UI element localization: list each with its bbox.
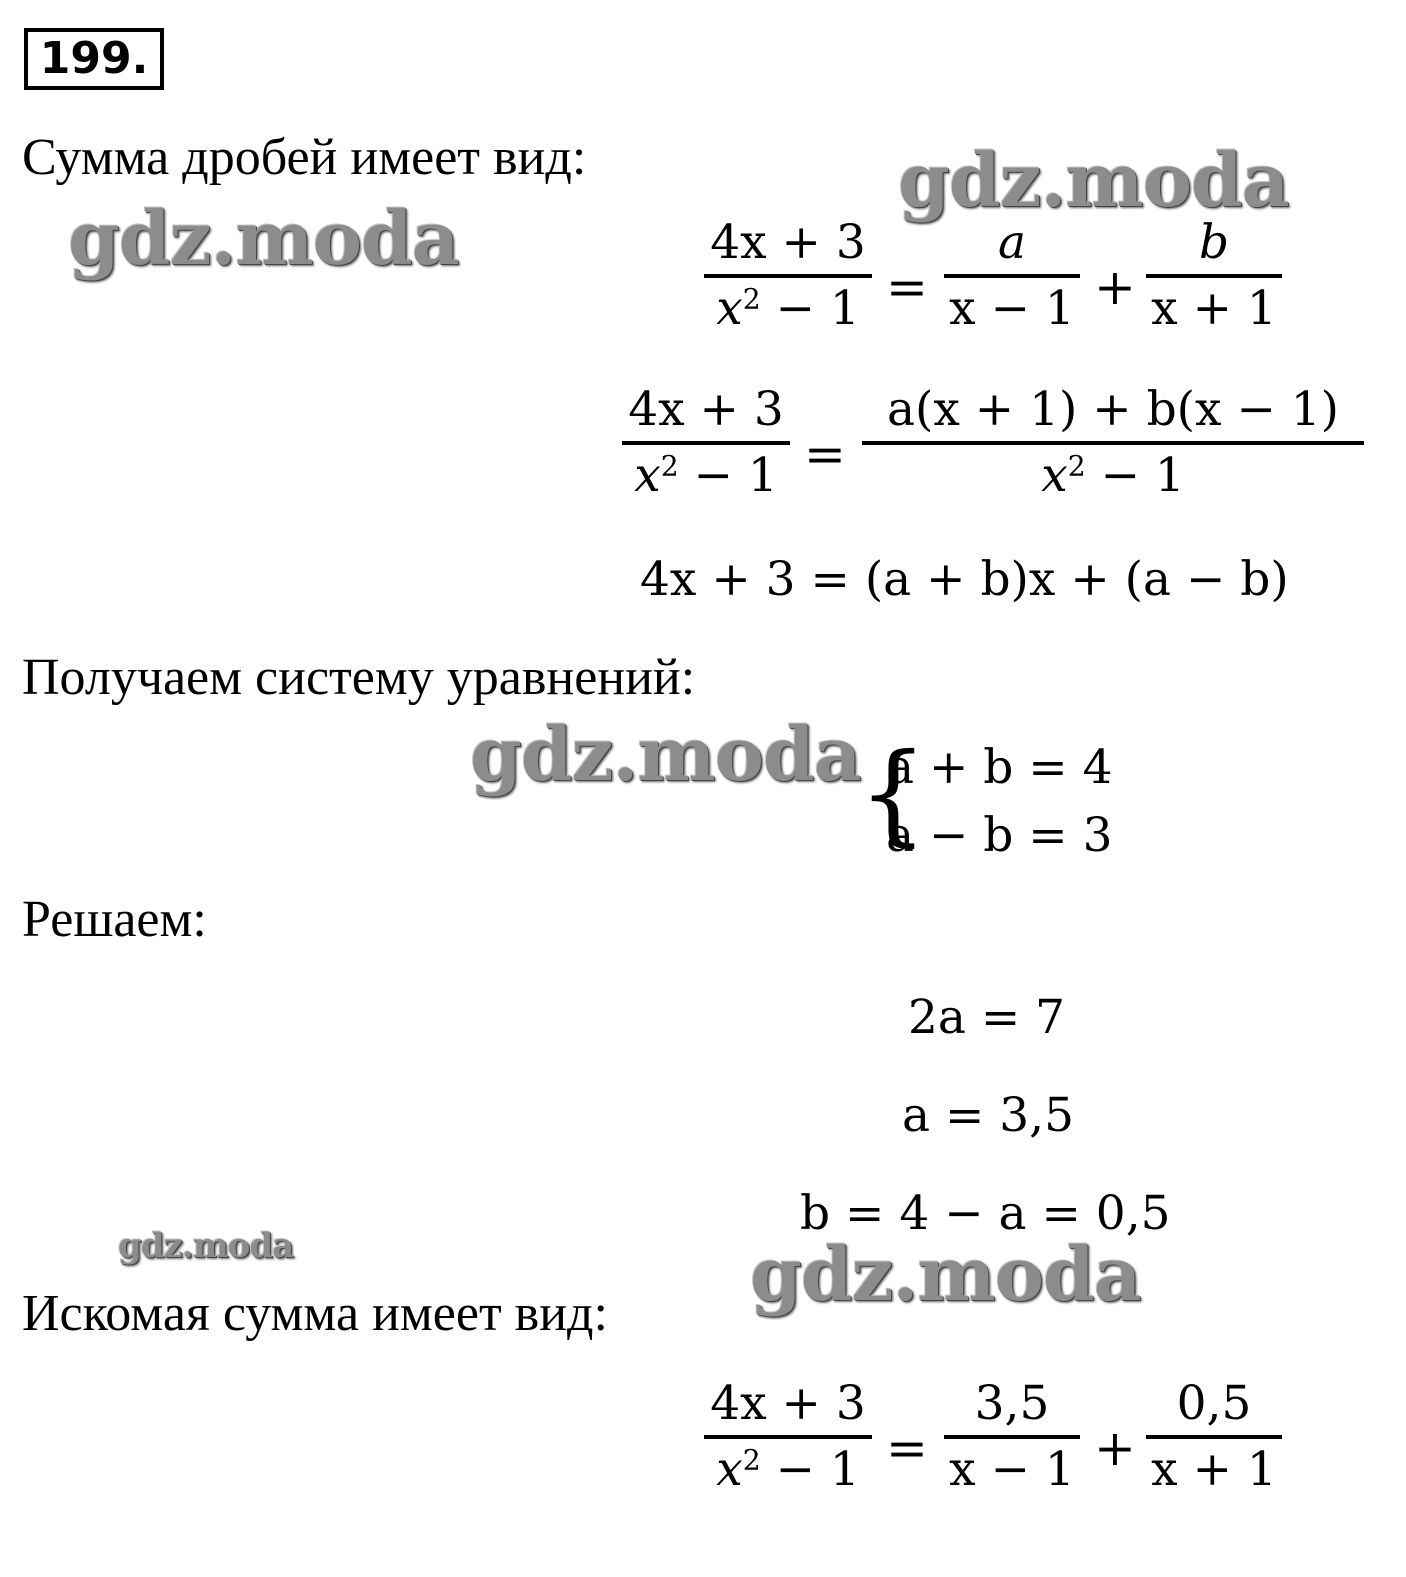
watermark: gdz.moda: [750, 1232, 1141, 1318]
denominator: $x^2 - 1$: [1041, 448, 1185, 503]
left-brace-icon: {: [858, 729, 928, 857]
watermark: gdz.moda: [118, 1226, 294, 1266]
fraction: [862, 382, 1364, 504]
numerator: 4x + 3: [710, 1376, 866, 1431]
numerator: a: [997, 215, 1027, 270]
denominator: x + 1: [1151, 281, 1277, 336]
plus-sign: +: [1094, 258, 1136, 316]
fraction-bar: [704, 274, 872, 278]
result-intro-text: Искомая сумма имеет вид:: [22, 1285, 608, 1342]
numerator: 4x + 3: [628, 382, 784, 437]
watermark: gdz.moda: [68, 196, 459, 282]
numerator: b: [1198, 215, 1230, 270]
fraction: [944, 1376, 1080, 1498]
equals-sign: =: [804, 425, 846, 483]
fraction: [1146, 1376, 1282, 1498]
solution-step: b = 4 − a = 0,5: [800, 1186, 1171, 1241]
equation-3: 4x + 3 = (a + b)x + (a − b): [640, 552, 1289, 607]
fraction: [622, 382, 790, 504]
numerator: 3,5: [974, 1376, 1050, 1431]
numerator: 0,5: [1176, 1376, 1252, 1431]
denominator: x − 1: [949, 1442, 1075, 1497]
fraction-bar: [944, 1435, 1080, 1439]
system-equation: a − b = 3: [886, 808, 1113, 863]
system-equation: a + b = 4: [886, 740, 1113, 795]
fraction: [704, 1376, 872, 1498]
denominator: $x^2 - 1$: [716, 1442, 860, 1497]
problem-number: 199.: [24, 28, 164, 90]
denominator: x − 1: [949, 281, 1075, 336]
denominator: $x^2 - 1$: [634, 448, 778, 503]
fraction: [944, 215, 1080, 337]
plus-sign: +: [1094, 1419, 1136, 1477]
solve-text: Решаем:: [22, 891, 207, 948]
denominator: x + 1: [1151, 1442, 1277, 1497]
watermark: gdz.moda: [898, 138, 1289, 224]
equals-sign: =: [886, 258, 928, 316]
solution-step: a = 3,5: [902, 1088, 1075, 1143]
denominator: $x^2 - 1$: [716, 281, 860, 336]
intro-text: Сумма дробей имеет вид:: [22, 129, 587, 186]
fraction-bar: [622, 441, 790, 445]
numerator: a(x + 1) + b(x − 1): [886, 382, 1340, 437]
solution-step: 2a = 7: [908, 990, 1066, 1045]
equals-sign: =: [886, 1419, 928, 1477]
fraction-bar: [1146, 1435, 1282, 1439]
fraction-bar: [704, 1435, 872, 1439]
fraction: [704, 215, 872, 337]
watermark: gdz.moda: [470, 712, 861, 798]
fraction: [1146, 215, 1282, 337]
fraction-bar: [1146, 274, 1282, 278]
numerator: 4x + 3: [710, 215, 866, 270]
fraction-bar: [944, 274, 1080, 278]
fraction-bar: [862, 441, 1364, 445]
system-intro-text: Получаем систему уравнений:: [22, 649, 696, 706]
